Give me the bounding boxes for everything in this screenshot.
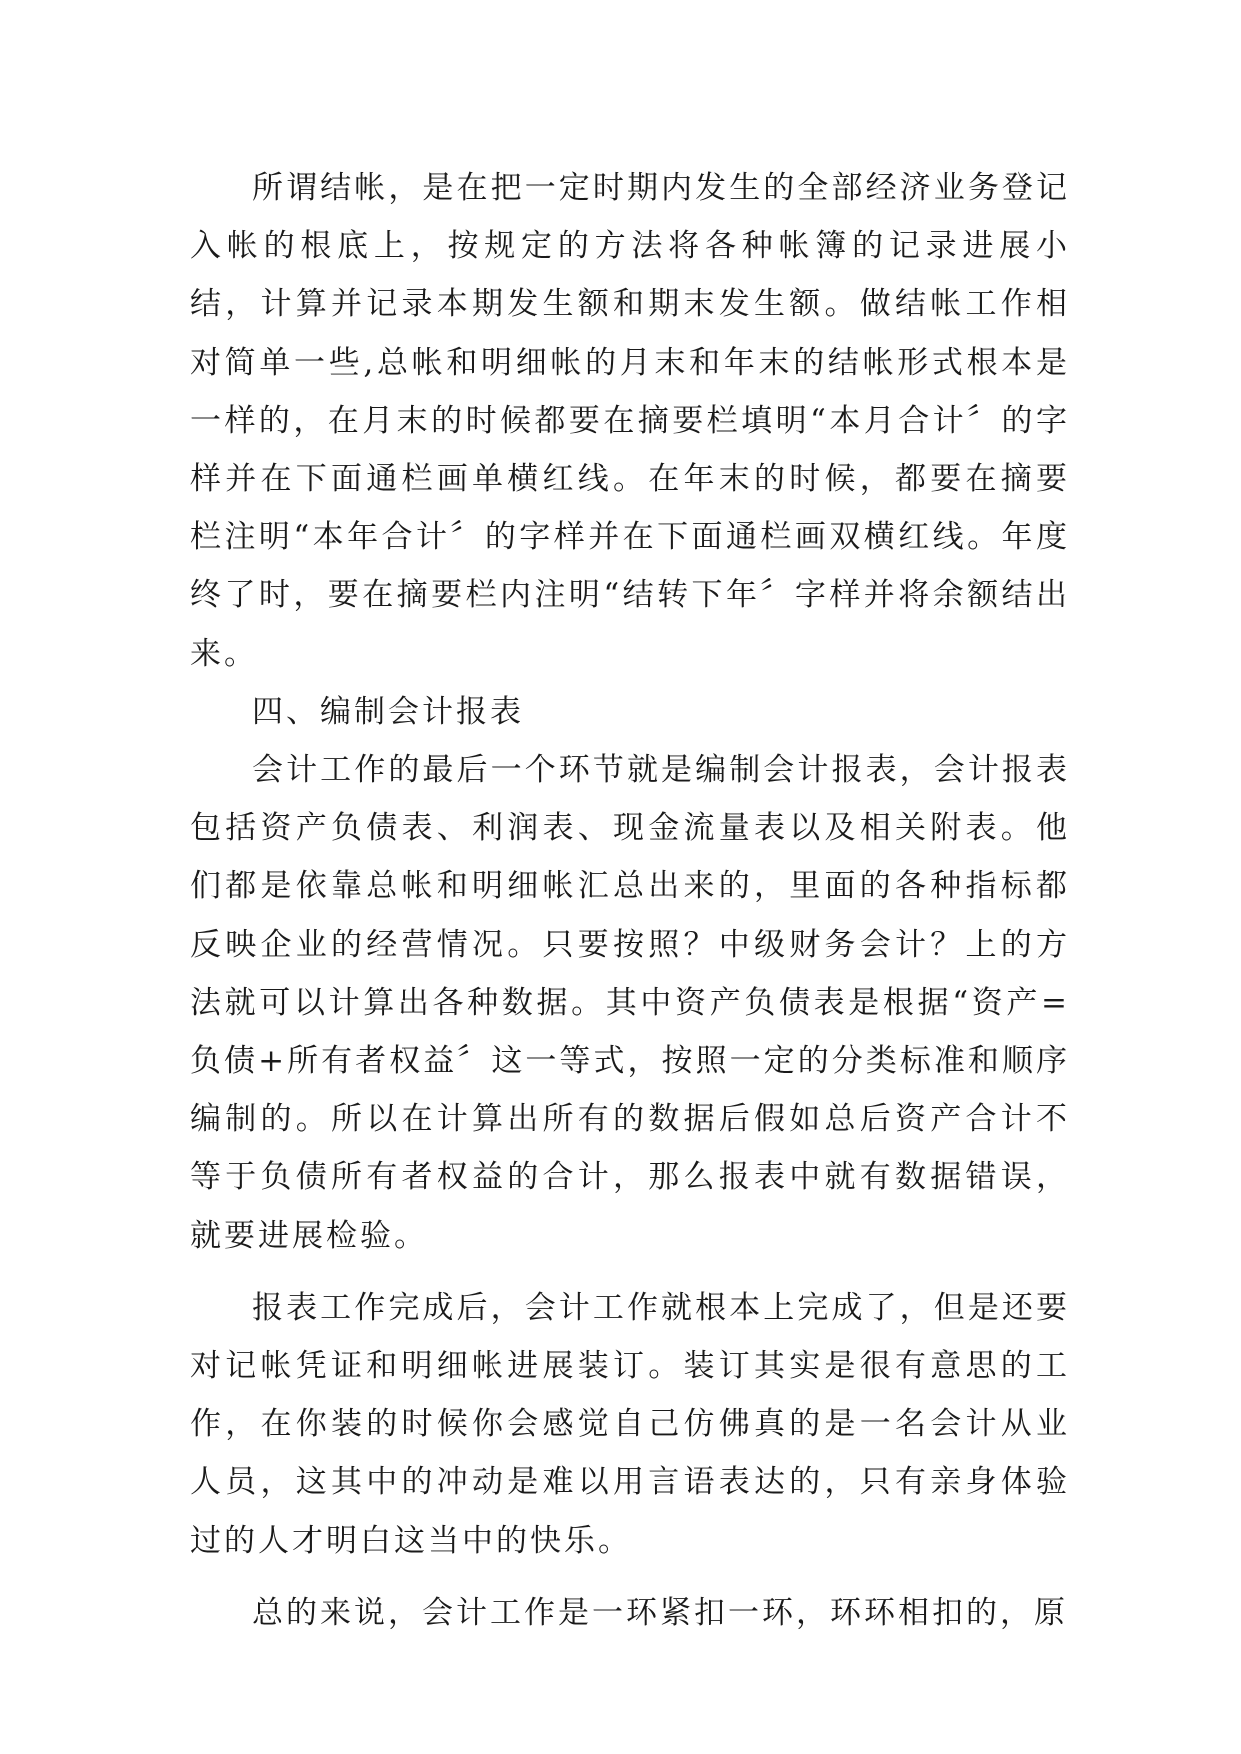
paragraph-summary: 总的来说，会计工作是一环紧扣一环，环环相扣的，原 — [252, 1594, 1068, 1631]
document-body — [190, 159, 1070, 1642]
section-heading-financial-statements: 四、编制会计报表 — [252, 693, 524, 730]
paragraph-binding: 报表工作完成后，会计工作就根本上完成了，但是还要对记帐凭证和明细帐进展装订。装订其实是很有意思的工作，在你装的时候你会感觉自己仿佛真的是一名会计从业人员，这其中的冲动是难以用言语表达的，只有亲身体验过的人才明白这当中的快乐。 — [190, 1289, 1070, 1559]
paragraph-financial-statements: 会计工作的最后一个环节就是编制会计报表，会计报表包括资产负债表、利润表、现金流量表以及相关附表。他们都是依靠总帐和明细帐汇总出来的，里面的各种指标都反映企业的经营情况。只要按照？中级财务会计？上的方法就可以计算出各种数据。其中资产负债表是根据“资产=负债+所有者权益〞这一等式，按照一定的分类标准和顺序编制的。所以在计算出所有的数据后假如总后资产合计不等于负债所有者权益的合计，那么报表中就有数据错误，就要进展检验。 — [190, 752, 1070, 1254]
paragraph-closing-accounts: 所谓结帐，是在把一定时期内发生的全部经济业务登记入帐的根底上，按规定的方法将各种帐簿的记录进展小结，计算并记录本期发生额和期末发生额。做结帐工作相对简单一些,总帐和明细帐的月末和年末的结帐形式根本是一样的，在月末的时候都要在摘要栏填明“本月合计〞的字样并在下面通栏画单横红线。在年末的时候，都要在摘要栏注明“本年合计〞的字样并在下面通栏画双横红线。年度终了时，要在摘要栏内注明“结转下年〞字样并将余额结出来。 — [190, 170, 1070, 672]
